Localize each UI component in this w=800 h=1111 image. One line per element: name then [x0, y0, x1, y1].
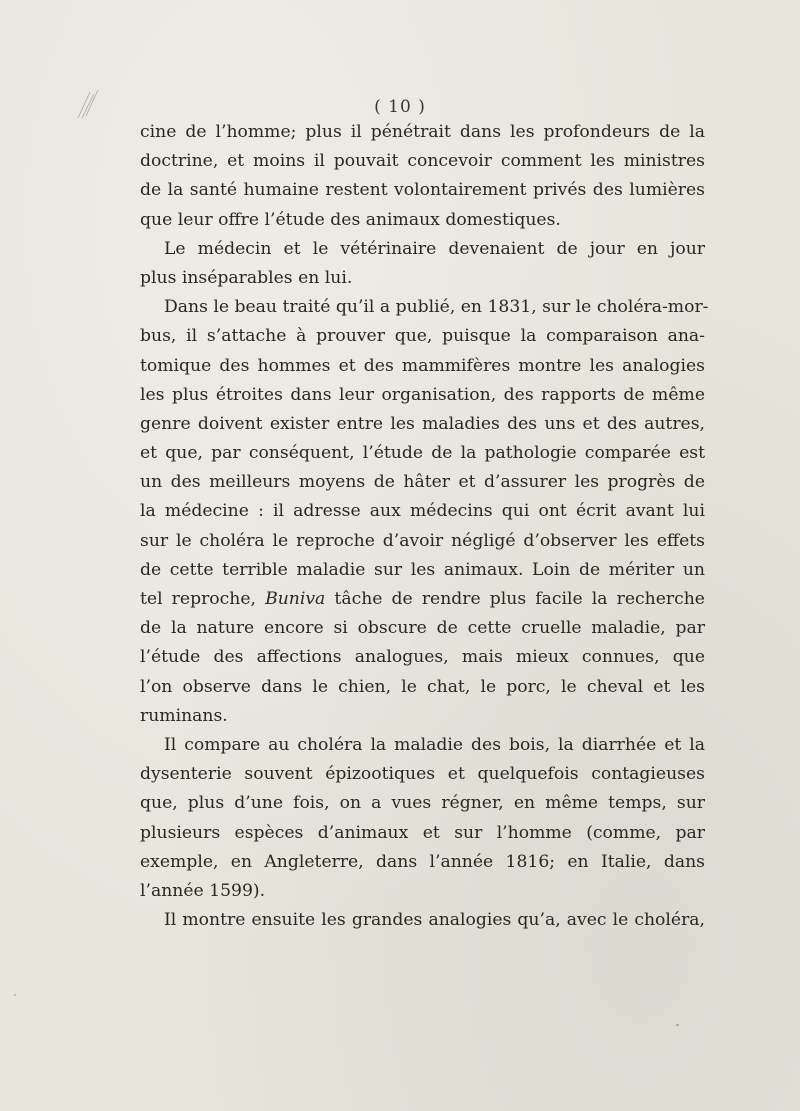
text-line: genre doivent exister entre les maladies des uns et des autres, [140, 413, 705, 434]
text-line: ruminans. [140, 705, 228, 726]
text-line [140, 585, 705, 614]
text-line: sur le choléra le reproche d’avoir négligé d’observer les effets [140, 530, 705, 551]
text-line: l’année 1599). [140, 880, 266, 901]
text-line: bus, il s’attache à prouver que, puisque la comparaison ana- [140, 326, 705, 347]
text-line: Le médecin et le vétérinaire devenaient de jour en jour [164, 238, 705, 259]
text-line: que, plus d’une fois, on a vues régner, en même temps, sur [140, 793, 705, 814]
text-line: les plus étroites dans leur organisation, des rapports de même [140, 384, 705, 405]
paper-speck [14, 994, 16, 996]
text-line: exemple, en Angleterre, dans l’année 1816; en Italie, dans [140, 851, 705, 872]
text-line: Il compare au choléra la maladie des bois, la diarrhée et la [164, 734, 705, 755]
body-text [140, 118, 709, 935]
text-line: Dans le beau traité qu’il a publié, en 1831, sur le choléra-mor- [164, 297, 709, 318]
text-line: cine de l’homme; plus il pénétrait dans les profondeurs de la [140, 122, 705, 142]
text-line: un des meilleurs moyens de hâter et d’assurer les progrès de [140, 472, 705, 493]
text-line: de la nature encore si obscure de cette cruelle maladie, par [140, 618, 705, 639]
text-line: et que, par conséquent, l’étude de la pathologie comparée est [140, 443, 705, 464]
text-line: plus inséparables en lui. [140, 267, 353, 288]
text-line: de la santé humaine restent volontairement privés des lumières [140, 180, 705, 201]
text-line: tomique des hommes et des mammifères montre les analogies [140, 355, 705, 376]
page-number: ( 10 ) [374, 97, 426, 117]
text-line: doctrine, et moins il pouvait concevoir comment les ministres [140, 151, 705, 172]
text-line: la médecine : il adresse aux médecins qui ont écrit avant lui [140, 501, 705, 522]
author-name: Buniva [265, 589, 326, 609]
text-segment: tel reproche, [140, 589, 266, 609]
paper-speck [676, 1024, 679, 1026]
text-line: l’on observe dans le chien, le chat, le porc, le cheval et les [140, 676, 705, 697]
text-segment: tâche de rendre plus facile la recherche [325, 589, 705, 609]
text-line: plusieurs espèces d’animaux et sur l’homme (comme, par [140, 822, 705, 843]
text-line: dysenterie souvent épizootiques et quelquefois contagieuses [140, 764, 705, 785]
text-line: que leur offre l’étude des animaux domestiques. [140, 209, 561, 230]
text-line: Il montre ensuite les grandes analogies qu’a, avec le choléra, [164, 910, 705, 931]
text-line: de cette terrible maladie sur les animaux. Loin de mériter un [140, 559, 705, 580]
text-line: l’étude des affections analogues, mais mieux connues, que [140, 647, 705, 668]
